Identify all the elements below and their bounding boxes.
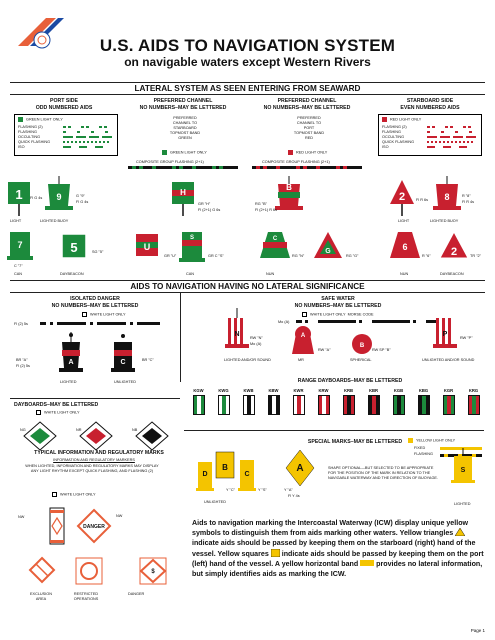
regulatory-exclusion: EXCLUSION AREA — [30, 592, 52, 601]
starboard-light-head-text: RED LIGHT ONLY — [390, 117, 422, 122]
safe-rw-a: RW "A" — [318, 348, 331, 352]
aid-letter: B — [286, 183, 292, 192]
aid-number: 2 — [450, 246, 458, 258]
special-desc: SHAPE OPTIONAL—BUT SELECTED TO BE APPROPRIATE FOR THE POSITION OF THE MARK IN RELATION TO THE NAVIGABLE WATERWAY AND THE DIRECTION OF BUOYAGE. — [328, 466, 438, 480]
danger-sign-text: DANGER — [83, 524, 105, 530]
safe-water-light-text: WHITE LIGHT ONLY — [310, 312, 346, 317]
starboard-side-sub: EVEN NUMBERED AIDS — [400, 104, 460, 111]
range-board — [193, 395, 205, 415]
range-dayboard — [240, 388, 257, 415]
regulatory-signs — [14, 500, 184, 590]
safe-rw-n: RW "N" — [250, 336, 263, 340]
special-lighted: LIGHTED — [454, 502, 471, 506]
safe-mr: MR — [298, 358, 304, 362]
lateral-unlighted-aids — [0, 228, 495, 272]
range-dayboard — [315, 388, 332, 415]
aid-letter: D — [202, 471, 208, 478]
regulatory-light-text: WHITE LIGHT ONLY — [60, 492, 96, 497]
isolated-br-a: BR "A" — [16, 358, 28, 362]
isolated-fl2: Fl (2) 5s — [16, 364, 30, 368]
label-sg5: SG "5" — [92, 250, 104, 254]
aid-letter: C — [244, 471, 250, 478]
isolated-danger-header — [40, 296, 150, 309]
label-rgc: RG "G" — [346, 254, 359, 258]
regulatory-title: TYPICAL INFORMATION AND REGULATORY MARKS — [34, 450, 164, 456]
yellow-swatch — [408, 438, 413, 443]
isolated-lighted: LIGHTED — [60, 380, 77, 384]
pref-right-light — [288, 150, 327, 156]
page-subtitle: on navigable waters except Western Rivers — [124, 55, 371, 69]
aid-number: 2 — [398, 191, 406, 203]
aid-letter: A — [296, 463, 304, 474]
pref-right-line: RED — [304, 136, 314, 140]
divider — [10, 398, 180, 399]
daymark-label: NG — [20, 428, 26, 432]
isolated-br-c: BR "C" — [142, 358, 154, 362]
pref-left-line: PREFERRED — [173, 116, 197, 120]
isolated-light — [82, 312, 126, 318]
page-title: U.S. AIDS TO NAVIGATION SYSTEM — [99, 36, 396, 55]
aid-letter: B — [359, 343, 365, 349]
range-code-label: KBW — [268, 388, 279, 393]
range-board — [218, 395, 230, 415]
regulatory-danger-label: DANGER — [128, 592, 145, 596]
isolated-danger-aids — [50, 330, 150, 376]
range-board — [418, 395, 430, 415]
starboard-light-list — [382, 125, 422, 150]
range-board — [468, 395, 480, 415]
label-grc: GR C "S" — [208, 254, 224, 258]
starboard-light-rhythms — [427, 126, 479, 154]
safe-water-title: SAFE WATER — [321, 296, 355, 302]
pref-left-sub: NO NUMBERS–MAY BE LETTERED — [139, 104, 227, 111]
daymarks-light — [36, 410, 80, 416]
isolated-sub: NO NUMBERS–MAY BE LETTERED — [51, 302, 139, 309]
daymark-label: NR — [76, 428, 82, 432]
isolated-fl: Fl (2) 5s — [14, 322, 28, 326]
divider — [184, 430, 484, 431]
range-code-label: KRB — [343, 388, 354, 393]
green-swatch — [18, 117, 23, 122]
range-dayboard — [290, 388, 307, 415]
label-r8: R "8" — [462, 194, 471, 198]
port-light-rhythms — [63, 126, 115, 154]
pref-left-line: GREEN — [178, 136, 192, 140]
port-light-item: FLASHING (2) — [18, 125, 43, 129]
aid-number: 5 — [70, 240, 78, 255]
daymarks-title: DAYBOARDS–MAY BE LETTERED — [14, 402, 99, 408]
label-nun: NUN — [400, 272, 409, 276]
special-legend-flashing: FLASHING — [414, 452, 433, 456]
range-board — [368, 395, 380, 415]
special-legend-yellow — [408, 438, 455, 444]
starboard-light-item: ISO — [382, 145, 389, 149]
range-board — [268, 395, 280, 415]
starboard-light-box — [378, 114, 482, 156]
safe-water-mo: Mo (A) — [278, 320, 290, 324]
pref-right-line: TOPMOST BAND — [293, 131, 325, 135]
divider — [10, 292, 485, 293]
label-tr: TR "2" — [470, 254, 481, 258]
safe-rw-sp: RW SP "B" — [372, 348, 391, 352]
starboard-side-header — [376, 98, 484, 111]
pref-right-line: CHANNEL TO — [296, 121, 322, 125]
white-swatch — [36, 410, 41, 415]
white-swatch — [52, 492, 57, 497]
port-light-item: OCCULTING — [18, 135, 41, 139]
port-light-item: QUICK FLASHING — [18, 140, 51, 144]
pref-left-line: CHANNEL TO — [172, 121, 198, 125]
aid-number: 7 — [17, 240, 23, 250]
range-board — [393, 395, 405, 415]
safe-mo-a: Mo (A) — [250, 342, 262, 346]
label-gr-h: GR "H" — [198, 202, 211, 206]
regulatory-light — [52, 492, 96, 498]
icw-text: Aids to navigation marking the Intercoastal Waterway (ICW) display unique yellow symbols to distinguish them from aids marking other waters. Yellow triangles — [192, 519, 469, 538]
label-daybeacon: DAYBEACON — [60, 272, 84, 276]
regulatory-sub: INFORMATION AND REGULATORY MARKERS — [53, 458, 135, 462]
range-dayboard — [365, 388, 382, 415]
divider — [10, 82, 485, 83]
aid-letter: N — [234, 331, 240, 338]
label-g9: G "9" — [76, 194, 85, 198]
icw-text: indicate aids should be passed by keeping them on the starboard (right) hand of the vessel. Yellow squares — [192, 539, 476, 558]
regulatory-restricted: RESTRICTED OPERATIONS — [73, 592, 99, 601]
pref-right-light-text: RED LIGHT ONLY — [296, 150, 328, 155]
daymark-diamonds — [12, 420, 182, 454]
aid-letter: U — [143, 242, 151, 252]
range-dayboard — [415, 388, 432, 415]
pref-right-composite-bar — [252, 166, 362, 170]
label-rg: RG "N" — [292, 254, 305, 258]
pref-channel-left-header — [128, 98, 238, 111]
aid-letter: S — [460, 467, 466, 474]
range-dayboard — [390, 388, 407, 415]
label-nun-pref: NUN — [266, 272, 275, 276]
range-board — [293, 395, 305, 415]
aid-letter: B — [222, 463, 228, 472]
regulatory-nw-a: NW — [18, 515, 25, 519]
label-can-pref: CAN — [186, 272, 195, 276]
range-code-label: KBG — [418, 388, 429, 393]
page-number: Page 1 — [470, 628, 485, 633]
pref-left-light — [162, 150, 207, 156]
safe-water-code: MORSE CODE — [347, 312, 374, 317]
green-swatch — [162, 150, 167, 155]
range-dayboard — [215, 388, 232, 415]
range-code-label: KRG — [468, 388, 479, 393]
label-can: CAN — [14, 272, 23, 276]
safe-lighted-sound: LIGHTED AND/OR SOUND — [224, 358, 271, 362]
port-light-item: FLASHING — [18, 130, 37, 134]
range-code-label: KWB — [243, 388, 254, 393]
aid-number: 6 — [402, 242, 408, 252]
icw-text: provides no lateral information, but simply identifies aids as marking the ICW. — [192, 559, 483, 579]
starboard-light-item: FLASHING — [382, 130, 401, 134]
range-board — [243, 395, 255, 415]
aid-letter: G — [325, 248, 331, 255]
yellow-triangle-icon — [455, 528, 465, 536]
aid-letter: C — [120, 359, 126, 366]
range-board — [443, 395, 455, 415]
icw-paragraph — [192, 518, 484, 579]
range-code-label: KGR — [443, 388, 454, 393]
divider — [10, 280, 485, 281]
daymark-label: NB — [132, 428, 138, 432]
label-fl-r: Fl R 6s — [416, 198, 429, 202]
label-fl-rg: Fl (2+1) R 6s — [255, 208, 278, 212]
port-light-box — [14, 114, 118, 156]
pref-right-composite: COMPOSITE GROUP FLASHING (2+1) — [262, 160, 330, 164]
special-unlighted: UNLIGHTED — [204, 500, 226, 504]
label-rg-b: RG "B" — [255, 202, 267, 206]
range-dayboard — [465, 388, 482, 415]
label-c7: C "7" — [14, 264, 23, 268]
aid-number: 1 — [15, 187, 23, 202]
aid-letter: H — [180, 188, 186, 197]
isolated-light-text: WHITE LIGHT ONLY — [90, 312, 126, 317]
safe-water-sub: NO NUMBERS–MAY BE LETTERED — [294, 302, 382, 309]
special-y-c: Y "C" — [226, 488, 235, 492]
icw-text: indicate aids should be passed by keeping them on the port (left) hand of the vessel. A yellow horizontal band — [192, 549, 484, 568]
pref-left-composite: COMPOSITE GROUP FLASHING (2+1) — [136, 160, 204, 164]
range-code-label: KGB — [393, 388, 404, 393]
range-dayboard — [265, 388, 282, 415]
label-fl-g-b: Fl G 4s — [76, 200, 89, 204]
lateral-lighted-aids — [0, 172, 495, 222]
port-light-list — [18, 125, 58, 150]
label-light-port: LIGHT — [10, 219, 22, 223]
port-light-head — [18, 117, 63, 123]
safe-rw-p: RW "P" — [460, 336, 473, 340]
special-legend-fixed: FIXED — [414, 446, 426, 450]
range-code-label: KWG — [218, 388, 229, 393]
port-side-header — [14, 98, 114, 111]
red-swatch — [382, 117, 387, 122]
range-code-label: KGW — [193, 388, 204, 393]
safe-spherical: SPHERICAL — [350, 358, 372, 362]
pref-right-title: PREFERRED CHANNEL — [277, 98, 337, 104]
aid-letter: A — [300, 333, 306, 339]
regulatory-nw-b: NW — [116, 514, 123, 518]
port-light-item: ISO — [18, 145, 25, 149]
range-code-label: KBR — [368, 388, 379, 393]
label-gr: GR "U" — [164, 254, 177, 258]
range-dayboard — [190, 388, 207, 415]
pref-channel-right-header — [252, 98, 362, 111]
pref-right-sub: NO NUMBERS–MAY BE LETTERED — [263, 104, 351, 111]
label-daybeacon-red: DAYBEACON — [440, 272, 464, 276]
divider — [10, 94, 485, 95]
label-r6: R "6" — [422, 254, 431, 258]
isolated-title: ISOLATED DANGER — [70, 296, 120, 302]
yellow-square-icon — [271, 549, 280, 557]
port-side-title: PORT SIDE — [50, 98, 78, 104]
label-lighted-buoy-port: LIGHTED BUOY — [40, 219, 69, 223]
daymarks-light-text: WHITE LIGHT ONLY — [44, 410, 80, 415]
starboard-light-head — [382, 117, 421, 123]
label-lighted-buoy-starboard: LIGHTED BUOY — [430, 219, 459, 223]
section-nonlateral-title: AIDS TO NAVIGATION HAVING NO LATERAL SIGNIFICANCE — [130, 282, 365, 291]
isolated-rhythm-bar — [40, 322, 160, 326]
pref-left-composite-bar — [128, 166, 238, 170]
range-dayboard — [340, 388, 357, 415]
red-swatch — [288, 150, 293, 155]
range-code-label: KRW — [318, 388, 329, 393]
label-light-starboard: LIGHT — [398, 219, 410, 223]
isolated-unlighted: UNLIGHTED — [114, 380, 136, 384]
label-fl-g: Fl G 4s — [30, 196, 43, 200]
range-code-label: KWR — [293, 388, 304, 393]
special-fl-y: Fl Y 4s — [288, 494, 300, 498]
special-y-s: Y "S" — [258, 488, 267, 492]
range-board — [343, 395, 355, 415]
starboard-light-item: QUICK FLASHING — [382, 140, 415, 144]
pref-right-line: PREFERRED — [297, 116, 321, 120]
range-dayboard — [440, 388, 457, 415]
pref-left-lines — [160, 116, 210, 141]
pref-left-line: STARBOARD — [173, 126, 197, 130]
port-light-head-text: GREEN LIGHT ONLY — [26, 117, 63, 122]
aid-letter: P — [442, 331, 448, 338]
aid-letter: C — [272, 236, 278, 242]
starboard-light-item: FLASHING (2) — [382, 125, 407, 129]
aid-number: 9 — [56, 192, 62, 202]
aid-letter: A — [68, 359, 74, 366]
range-title: RANGE DAYBOARDS–MAY BE LETTERED — [297, 378, 403, 384]
regulatory-desc: WHEN LIGHTED, INFORMATION AND REGULATORY MARKS MAY DISPLAY ANY LIGHT RHYTHM EXCEPT QUICK FLASHING, AND FLASHING (2) — [25, 464, 159, 473]
port-side-sub: ODD NUMBERED AIDS — [35, 104, 93, 111]
starboard-light-item: OCCULTING — [382, 135, 405, 139]
special-y-r: Y "A" — [284, 488, 293, 492]
white-swatch — [82, 312, 87, 317]
safe-unlighted-sound: UNLIGHTED AND/OR SOUND — [422, 358, 475, 362]
aid-number: 8 — [444, 192, 450, 202]
yellow-band-icon — [360, 560, 374, 566]
svg-text:$: $ — [151, 569, 155, 575]
range-board — [318, 395, 330, 415]
label-fl-gr: Fl (2+1) G 6s — [198, 208, 221, 212]
pref-left-line: TOPMOST BAND — [169, 131, 201, 135]
pref-right-lines — [284, 116, 334, 141]
section-lateral-title: LATERAL SYSTEM AS SEEN ENTERING FROM SEAWARD — [134, 84, 361, 93]
label-fl-r-b: Fl R 4s — [462, 200, 475, 204]
starboard-side-title: STARBOARD SIDE — [406, 98, 454, 104]
pref-left-title: PREFERRED CHANNEL — [153, 98, 213, 104]
pref-right-line: PORT — [303, 126, 315, 130]
aid-letter: S — [189, 235, 195, 241]
special-title: SPECIAL MARKS–MAY BE LETTERED — [307, 439, 403, 445]
special-legend-text: YELLOW LIGHT ONLY — [416, 438, 456, 443]
range-dayboards — [186, 388, 486, 428]
pref-left-light-text: GREEN LIGHT ONLY — [170, 150, 207, 155]
safe-water-aids — [180, 306, 490, 366]
